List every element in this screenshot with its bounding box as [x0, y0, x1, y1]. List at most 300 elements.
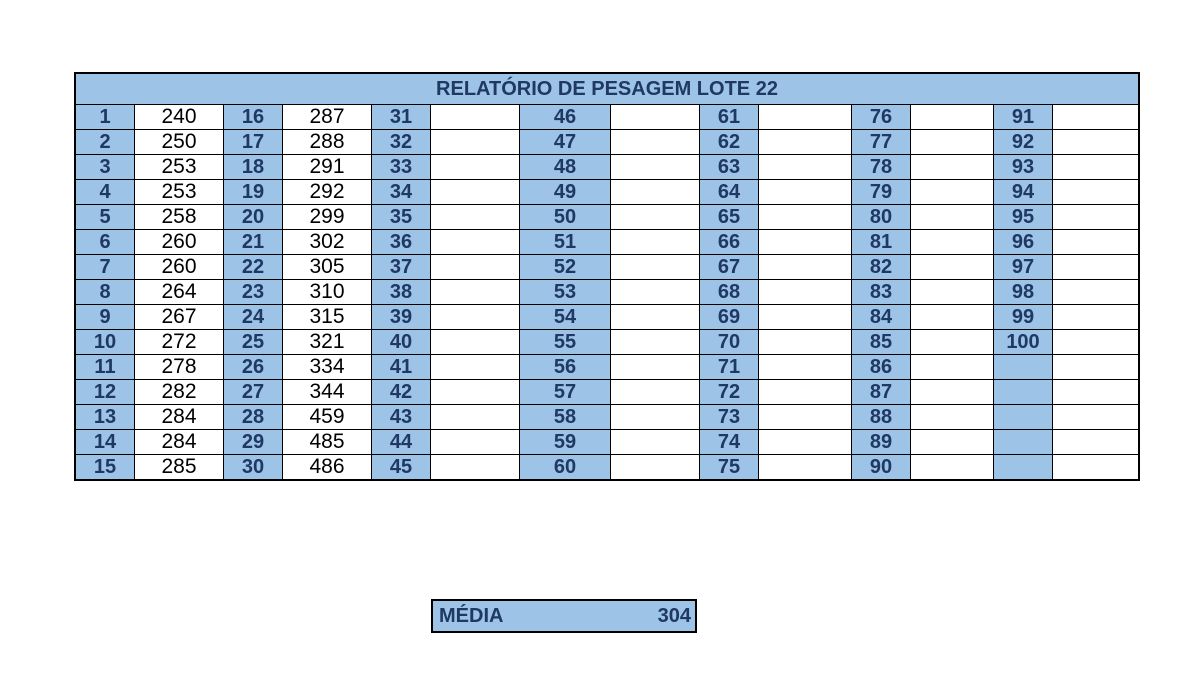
table-cell — [224, 130, 372, 155]
weight-value — [911, 280, 993, 304]
row-number: 15 — [76, 455, 135, 479]
table-cell — [852, 380, 994, 405]
weight-value — [431, 205, 519, 229]
weight-value — [911, 180, 993, 204]
row-number: 20 — [224, 205, 283, 229]
weight-value: 272 — [161, 330, 197, 353]
row-number: 5 — [76, 205, 135, 229]
weight-value: 310 — [309, 280, 345, 303]
weight-value: 260 — [161, 255, 197, 278]
average-value: 304 — [657, 604, 691, 627]
row-number — [994, 405, 1053, 429]
table-cell — [520, 155, 700, 180]
table-cell — [372, 105, 520, 130]
weight-value — [431, 405, 519, 429]
weight-value — [911, 330, 993, 354]
weight-value — [1053, 205, 1139, 229]
weight-value: 302 — [309, 230, 345, 253]
table-cell — [994, 430, 1140, 455]
weight-value — [759, 105, 851, 129]
average-box — [431, 599, 697, 633]
weight-value: 344 — [309, 380, 345, 403]
row-number: 95 — [994, 205, 1053, 229]
row-number: 65 — [700, 205, 759, 229]
weight-value — [611, 280, 699, 304]
row-number: 12 — [76, 380, 135, 404]
table-cell — [372, 355, 520, 380]
weight-value — [431, 155, 519, 179]
table-cell — [994, 405, 1140, 430]
row-number: 99 — [994, 305, 1053, 329]
average-label: MÉDIA — [439, 604, 504, 627]
row-number: 36 — [372, 230, 431, 254]
table-cell — [994, 180, 1140, 205]
table-cell — [224, 455, 372, 479]
row-number: 24 — [224, 305, 283, 329]
row-number: 23 — [224, 280, 283, 304]
table-cell — [76, 155, 224, 180]
table-cell — [994, 230, 1140, 255]
row-number: 96 — [994, 230, 1053, 254]
weight-value — [611, 355, 699, 379]
weight-value — [1053, 130, 1139, 154]
table-cell — [224, 180, 372, 205]
row-number: 32 — [372, 130, 431, 154]
row-number: 77 — [852, 130, 911, 154]
table-cell — [372, 380, 520, 405]
weight-value — [431, 430, 519, 454]
table-cell — [700, 405, 852, 430]
table-cell — [224, 155, 372, 180]
table-cell — [520, 230, 700, 255]
table-cell — [700, 230, 852, 255]
row-number: 13 — [76, 405, 135, 429]
table-cell — [372, 405, 520, 430]
weight-value — [611, 105, 699, 129]
weight-value — [911, 230, 993, 254]
weight-value: 485 — [309, 430, 345, 453]
weight-value: 240 — [161, 105, 197, 128]
row-number: 81 — [852, 230, 911, 254]
table-cell — [700, 305, 852, 330]
row-number: 63 — [700, 155, 759, 179]
table-cell — [224, 255, 372, 280]
table-cell — [520, 405, 700, 430]
table-cell — [994, 255, 1140, 280]
weight-value — [911, 455, 993, 479]
row-number: 86 — [852, 355, 911, 379]
row-number: 26 — [224, 355, 283, 379]
table-cell — [852, 305, 994, 330]
weight-value — [611, 180, 699, 204]
table-cell — [520, 130, 700, 155]
weight-value: 334 — [309, 355, 345, 378]
weight-value — [431, 255, 519, 279]
weight-value — [431, 130, 519, 154]
row-number: 22 — [224, 255, 283, 279]
weight-value — [1053, 430, 1139, 454]
row-number: 31 — [372, 105, 431, 129]
weight-value — [1053, 105, 1139, 129]
row-number: 53 — [520, 280, 611, 304]
row-number: 64 — [700, 180, 759, 204]
weight-value: 260 — [161, 230, 197, 253]
weight-value — [431, 180, 519, 204]
row-number: 74 — [700, 430, 759, 454]
weight-value — [759, 355, 851, 379]
weight-value: 284 — [161, 430, 197, 453]
table-cell — [76, 130, 224, 155]
weight-value: 258 — [161, 205, 197, 228]
row-number: 54 — [520, 305, 611, 329]
table-cell — [700, 430, 852, 455]
table-cell — [520, 355, 700, 380]
table-cell — [76, 430, 224, 455]
row-number: 29 — [224, 430, 283, 454]
table-cell — [520, 305, 700, 330]
row-number: 10 — [76, 330, 135, 354]
row-number: 46 — [520, 105, 611, 129]
table-cell — [700, 205, 852, 230]
table-cell — [994, 380, 1140, 405]
weight-value — [911, 255, 993, 279]
weight-value — [759, 230, 851, 254]
row-number: 55 — [520, 330, 611, 354]
row-number: 59 — [520, 430, 611, 454]
weight-value — [611, 330, 699, 354]
row-number: 84 — [852, 305, 911, 329]
row-number: 62 — [700, 130, 759, 154]
table-cell — [76, 305, 224, 330]
table-cell — [372, 255, 520, 280]
table-cell — [700, 130, 852, 155]
weight-value — [431, 230, 519, 254]
weight-value — [911, 155, 993, 179]
weight-value — [431, 455, 519, 479]
row-number: 2 — [76, 130, 135, 154]
table-cell — [76, 105, 224, 130]
row-number: 60 — [520, 455, 611, 479]
weight-value — [759, 255, 851, 279]
weight-value — [431, 380, 519, 404]
table-cell — [852, 130, 994, 155]
table-cell — [372, 330, 520, 355]
weight-value — [759, 305, 851, 329]
table-cell — [76, 230, 224, 255]
table-cell — [700, 355, 852, 380]
weight-value — [1053, 355, 1139, 379]
row-number: 83 — [852, 280, 911, 304]
table-cell — [76, 255, 224, 280]
weight-value: 278 — [161, 355, 197, 378]
row-number: 49 — [520, 180, 611, 204]
table-cell — [700, 155, 852, 180]
weight-value — [759, 130, 851, 154]
row-number: 11 — [76, 355, 135, 379]
row-number: 82 — [852, 255, 911, 279]
row-number: 71 — [700, 355, 759, 379]
row-number: 89 — [852, 430, 911, 454]
row-number: 37 — [372, 255, 431, 279]
row-number: 45 — [372, 455, 431, 479]
row-number: 70 — [700, 330, 759, 354]
table-cell — [224, 105, 372, 130]
row-number: 44 — [372, 430, 431, 454]
row-number: 25 — [224, 330, 283, 354]
table-cell — [224, 305, 372, 330]
row-number: 98 — [994, 280, 1053, 304]
row-number: 67 — [700, 255, 759, 279]
row-number: 85 — [852, 330, 911, 354]
weight-value — [1053, 280, 1139, 304]
table-cell — [852, 105, 994, 130]
table-cell — [852, 405, 994, 430]
table-cell — [520, 455, 700, 479]
table-cell — [700, 455, 852, 479]
weight-value: 282 — [161, 380, 197, 403]
row-number: 58 — [520, 405, 611, 429]
weight-value — [759, 155, 851, 179]
table-cell — [372, 155, 520, 180]
table-cell — [700, 180, 852, 205]
table-cell — [994, 105, 1140, 130]
row-number: 50 — [520, 205, 611, 229]
table-cell — [372, 205, 520, 230]
weight-value — [611, 305, 699, 329]
table-cell — [994, 330, 1140, 355]
table-cell — [224, 430, 372, 455]
row-number: 73 — [700, 405, 759, 429]
weight-value — [911, 105, 993, 129]
row-number: 75 — [700, 455, 759, 479]
table-cell — [852, 455, 994, 479]
table-cell — [76, 380, 224, 405]
table-cell — [76, 280, 224, 305]
row-number: 42 — [372, 380, 431, 404]
weight-value — [1053, 155, 1139, 179]
row-number: 43 — [372, 405, 431, 429]
table-cell — [520, 180, 700, 205]
weight-value — [759, 380, 851, 404]
table-cell — [852, 230, 994, 255]
row-number: 47 — [520, 130, 611, 154]
row-number: 14 — [76, 430, 135, 454]
weight-value — [611, 205, 699, 229]
row-number: 34 — [372, 180, 431, 204]
row-number: 56 — [520, 355, 611, 379]
table-cell — [224, 280, 372, 305]
weight-value — [1053, 330, 1139, 354]
row-number: 100 — [994, 330, 1053, 354]
weight-value: 287 — [309, 105, 345, 128]
weight-value — [911, 355, 993, 379]
row-number: 30 — [224, 455, 283, 479]
table-cell — [224, 355, 372, 380]
row-number: 90 — [852, 455, 911, 479]
table-cell — [520, 105, 700, 130]
weight-value: 285 — [161, 455, 197, 478]
table-cell — [76, 205, 224, 230]
table-cell — [994, 155, 1140, 180]
weight-value — [431, 105, 519, 129]
table-cell — [224, 380, 372, 405]
weight-value — [911, 380, 993, 404]
row-number: 51 — [520, 230, 611, 254]
weight-value — [759, 405, 851, 429]
row-number: 88 — [852, 405, 911, 429]
row-number: 66 — [700, 230, 759, 254]
weight-value — [431, 330, 519, 354]
table-cell — [76, 405, 224, 430]
weight-value — [759, 180, 851, 204]
table-cell — [224, 230, 372, 255]
table-cell — [372, 305, 520, 330]
weight-value — [1053, 380, 1139, 404]
row-number: 17 — [224, 130, 283, 154]
table-cell — [852, 355, 994, 380]
weight-value — [1053, 405, 1139, 429]
weight-value: 267 — [161, 305, 197, 328]
row-number: 48 — [520, 155, 611, 179]
table-cell — [520, 330, 700, 355]
weight-value — [431, 305, 519, 329]
table-cell — [700, 330, 852, 355]
weight-value — [759, 280, 851, 304]
weight-value — [1053, 180, 1139, 204]
table-cell — [520, 380, 700, 405]
table-cell — [372, 455, 520, 479]
weight-value — [611, 130, 699, 154]
weight-value — [759, 455, 851, 479]
row-number: 16 — [224, 105, 283, 129]
weight-value — [1053, 230, 1139, 254]
row-number — [994, 380, 1053, 404]
weight-value — [759, 430, 851, 454]
table-cell — [76, 355, 224, 380]
weight-value — [611, 430, 699, 454]
table-cell — [852, 280, 994, 305]
table-cell — [76, 180, 224, 205]
row-number: 18 — [224, 155, 283, 179]
table-cell — [520, 280, 700, 305]
table-cell — [224, 405, 372, 430]
table-cell — [994, 455, 1140, 479]
weight-value — [431, 280, 519, 304]
table-cell — [520, 205, 700, 230]
row-number: 9 — [76, 305, 135, 329]
weight-value: 250 — [161, 130, 197, 153]
row-number: 27 — [224, 380, 283, 404]
table-cell — [224, 205, 372, 230]
weight-value: 264 — [161, 280, 197, 303]
table-cell — [700, 280, 852, 305]
weight-value — [759, 330, 851, 354]
weight-value — [1053, 455, 1140, 479]
table-cell — [852, 430, 994, 455]
table-cell — [224, 330, 372, 355]
table-cell — [852, 330, 994, 355]
table-cell — [852, 180, 994, 205]
table-cell — [76, 330, 224, 355]
weight-value: 288 — [309, 130, 345, 153]
weight-value — [1053, 255, 1139, 279]
weights-grid — [76, 105, 1138, 479]
table-cell — [994, 305, 1140, 330]
row-number: 7 — [76, 255, 135, 279]
weight-value — [611, 155, 699, 179]
weight-value — [611, 455, 699, 479]
row-number: 61 — [700, 105, 759, 129]
row-number — [994, 455, 1053, 479]
row-number: 68 — [700, 280, 759, 304]
weight-value: 305 — [309, 255, 345, 278]
weight-value — [911, 205, 993, 229]
row-number: 3 — [76, 155, 135, 179]
row-number: 6 — [76, 230, 135, 254]
row-number: 33 — [372, 155, 431, 179]
row-number: 69 — [700, 305, 759, 329]
row-number: 72 — [700, 380, 759, 404]
table-cell — [994, 130, 1140, 155]
weight-value: 321 — [309, 330, 345, 353]
table-cell — [372, 280, 520, 305]
table-cell — [852, 255, 994, 280]
weight-value: 284 — [161, 405, 197, 428]
row-number — [994, 355, 1053, 379]
table-cell — [76, 455, 224, 479]
weight-value: 299 — [309, 205, 345, 228]
row-number: 94 — [994, 180, 1053, 204]
row-number: 57 — [520, 380, 611, 404]
table-cell — [700, 255, 852, 280]
row-number: 21 — [224, 230, 283, 254]
row-number: 78 — [852, 155, 911, 179]
weighing-report-table — [74, 72, 1140, 481]
row-number: 97 — [994, 255, 1053, 279]
weight-value — [911, 405, 993, 429]
row-number: 40 — [372, 330, 431, 354]
table-cell — [520, 430, 700, 455]
row-number — [994, 430, 1053, 454]
weight-value: 292 — [309, 180, 345, 203]
row-number: 39 — [372, 305, 431, 329]
row-number: 79 — [852, 180, 911, 204]
row-number: 91 — [994, 105, 1053, 129]
row-number: 35 — [372, 205, 431, 229]
table-cell — [994, 205, 1140, 230]
table-cell — [852, 155, 994, 180]
table-cell — [994, 280, 1140, 305]
row-number: 1 — [76, 105, 135, 129]
row-number: 76 — [852, 105, 911, 129]
row-number: 28 — [224, 405, 283, 429]
weight-value — [611, 405, 699, 429]
table-cell — [700, 380, 852, 405]
table-cell — [372, 230, 520, 255]
weight-value: 315 — [309, 305, 345, 328]
weight-value — [911, 430, 993, 454]
weight-value — [611, 255, 699, 279]
table-cell — [372, 130, 520, 155]
weight-value: 253 — [161, 180, 197, 203]
row-number: 52 — [520, 255, 611, 279]
weight-value — [611, 380, 699, 404]
weight-value: 486 — [309, 455, 345, 478]
table-cell — [372, 430, 520, 455]
weight-value: 459 — [309, 405, 345, 428]
row-number: 4 — [76, 180, 135, 204]
row-number: 92 — [994, 130, 1053, 154]
